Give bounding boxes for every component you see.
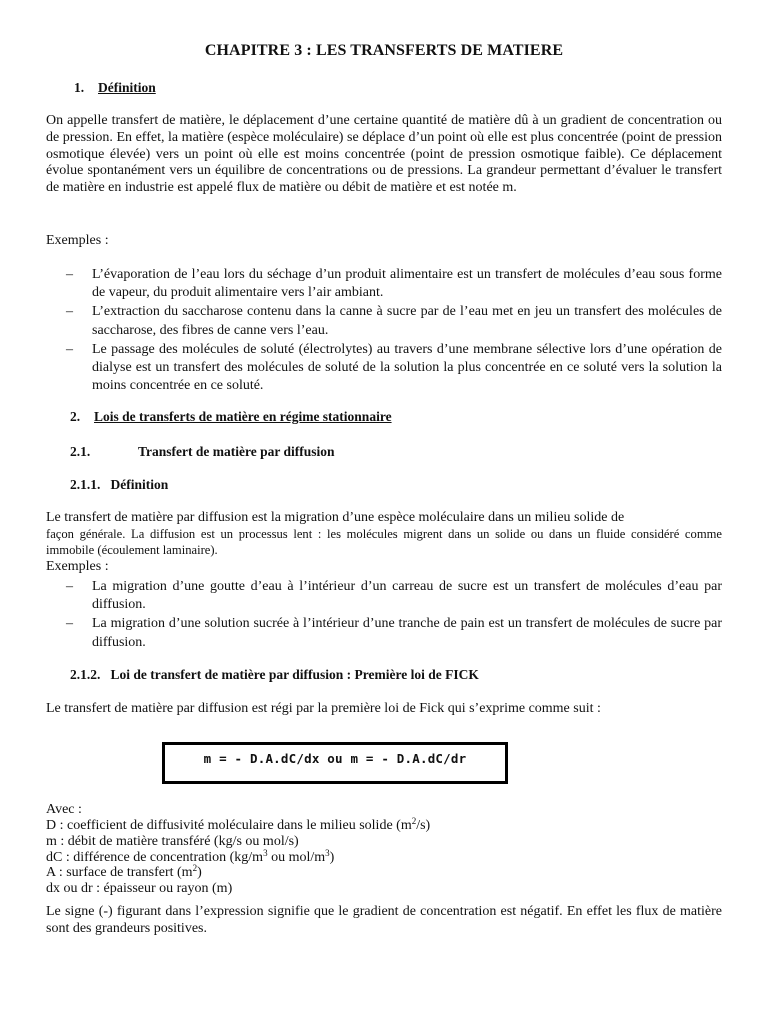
- section-2-1-2-label: Loi de transfert de matière par diffusion : Première loi de FICK: [110, 667, 479, 682]
- section-1-number: 1.: [74, 80, 85, 95]
- list-item: [66, 266, 722, 303]
- definition-text: ): [329, 849, 335, 865]
- section-2-1-1-examples-label: Exemples :: [46, 559, 109, 574]
- definition-a: [46, 865, 430, 881]
- bullet-dash: –: [66, 304, 73, 320]
- list-item-text: Le passage des molécules de soluté (électrolytes) au travers d’une membrane sélective lors d’une opération de dialyse est un transfert des molécules de soluté de la solution la plus concentrée en ce soluté vers la solution la moins concentrée en ce soluté.: [92, 341, 722, 394]
- list-item-text: L’extraction du saccharose contenu dans la canne à sucre par de l’eau met en jeu un transfert des molécules de saccharose, des fibres de canne vers l’eau.: [92, 304, 722, 338]
- bullet-dash: –: [66, 616, 73, 632]
- avec-label: Avec :: [46, 802, 82, 817]
- section-2-1-1-paragraph-rest: façon générale. La diffusion est un processus lent : les molécules migrent dans un solide ou dans un fluide considéré comme immobile (écoulement laminaire).: [46, 527, 722, 557]
- variable-definitions: [46, 818, 430, 897]
- superscript: 3: [263, 847, 268, 858]
- section-2-1-2-heading: [70, 667, 479, 683]
- superscript: 2: [192, 863, 198, 874]
- definition-dx: dx ou dr : épaisseur ou rayon (m): [46, 881, 233, 897]
- section-2-1-label: Transfert de matière par diffusion: [138, 444, 335, 459]
- section-2-number: 2.: [70, 409, 81, 424]
- section-1-label: Définition: [98, 80, 156, 95]
- definition-text: A : surface de transfert (m: [46, 865, 193, 881]
- list-item: [66, 615, 722, 652]
- section-1-heading: [74, 80, 156, 96]
- definition-text: D : coefficient de diffusivité moléculaire dans le milieu solide (m: [46, 818, 412, 833]
- section-2-1-1-label: Définition: [110, 477, 169, 492]
- list-item-text: La migration d’une solution sucrée à l’intérieur d’une tranche de pain est un transfert de molécules de sucre par diffusion.: [92, 616, 722, 650]
- section-1-examples-label: Exemples :: [46, 233, 109, 248]
- definition-text: dC : différence de concentration (kg/m: [46, 849, 264, 865]
- list-item: [66, 303, 722, 340]
- bullet-dash: –: [66, 267, 73, 282]
- section-2-1-2-intro: Le transfert de matière par diffusion est régi par la première loi de Fick qui s’exprime comme suit :: [46, 701, 601, 716]
- closing-paragraph: Le signe (-) figurant dans l’expression signifie que le gradient de concentration est négatif. En effet les flux de matière sont des grandeurs positives.: [46, 904, 722, 936]
- list-item: [66, 341, 722, 396]
- section-2-1-1-examples-list: [66, 578, 722, 653]
- section-1-paragraph: On appelle transfert de matière, le déplacement d’une certaine quantité de matière dû à un gradient de concentration ou de pression. En effet, la matière (espèce moléculaire) se déplace d’un point où elle est plus concentrée (point de pression osmotique élevée) vers un point où elle est moins concentrée (point de pression osmotique faible). Ce déplacement évolue spontanément vers un équilibre de concentrations ou de pressions. La grandeur permettant d’évaluer le transfert de matière en industrie est appelé flux de matière ou débit de matière et est notée m.: [46, 113, 722, 196]
- definition-text: ou mol/m: [267, 849, 326, 865]
- fick-formula: m = - D.A.dC/dx ou m = - D.A.dC/dr: [203, 751, 467, 766]
- section-2-1-1-heading: [70, 477, 168, 493]
- definition-d: [46, 818, 430, 834]
- definition-m: m : débit de matière transféré (kg/s ou mol/s): [46, 833, 299, 849]
- section-1-examples-list: [66, 266, 722, 396]
- section-2-1-1-number: 2.1.1.: [70, 477, 101, 492]
- list-item-text: L’évaporation de l’eau lors du séchage d’un produit alimentaire est un transfert de molécules d’eau sous forme de vapeur, du produit alimentaire vers l’air ambiant.: [92, 267, 722, 301]
- chapter-title: CHAPITRE 3 : LES TRANSFERTS DE MATIERE: [204, 42, 564, 59]
- list-item-text: La migration d’une goutte d’eau à l’intérieur d’un carreau de sucre est un transfert de molécules d’eau par diffusion.: [92, 579, 722, 613]
- bullet-dash: –: [66, 341, 73, 357]
- definition-text: ): [197, 865, 202, 881]
- section-2-heading: [70, 409, 392, 425]
- superscript: 2: [411, 816, 417, 826]
- section-2-1-2-number: 2.1.2.: [70, 667, 101, 682]
- bullet-dash: –: [66, 579, 73, 594]
- definition-dc: [46, 847, 430, 866]
- formula-box: [162, 742, 508, 784]
- section-2-1-1-paragraph-line1: Le transfert de matière par diffusion est la migration d’une espèce moléculaire dans un milieu solide de: [46, 510, 625, 525]
- definition-text: /s): [416, 818, 431, 833]
- list-item: [66, 578, 722, 615]
- superscript: 3: [325, 847, 330, 858]
- section-2-1-number: 2.1.: [70, 444, 91, 459]
- section-2-label: Lois de transferts de matière en régime stationnaire: [94, 409, 392, 424]
